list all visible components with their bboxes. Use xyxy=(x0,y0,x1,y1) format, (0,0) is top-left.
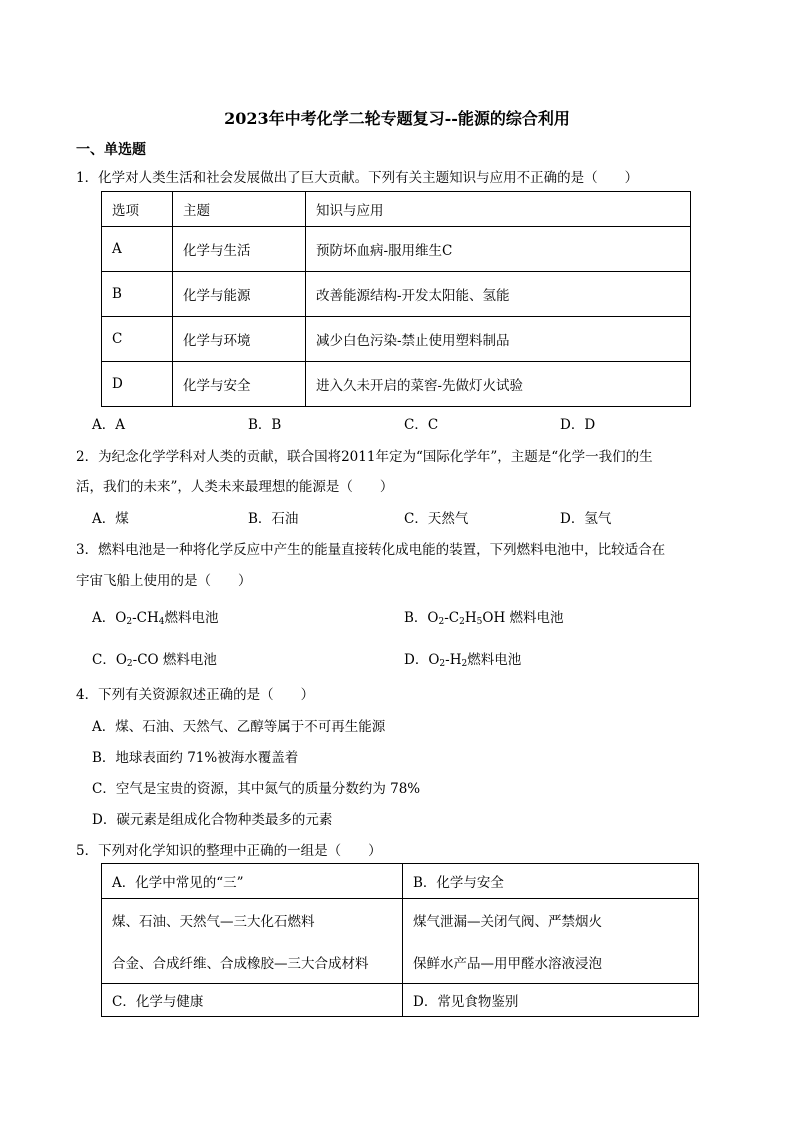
table-row xyxy=(102,317,691,362)
q5-table xyxy=(101,863,699,1017)
table-header: 主题 xyxy=(173,192,306,227)
table-cell: 减少白色污染-禁止使用塑料制品 xyxy=(306,317,691,362)
table-cell xyxy=(102,899,403,984)
table-cell: D xyxy=(102,362,173,407)
q2-option-d: D．氢气 xyxy=(560,511,612,527)
q3-stem-line2: 宇宙飞船上使用的是（ ） xyxy=(76,573,252,589)
q3-option-a: A．$O_2-CH_4$燃料电池 xyxy=(92,610,219,627)
q2-stem-line2: 活，我们的未来”，人类未来最理想的能源是（ ） xyxy=(76,479,394,495)
table-cell: 化学与安全 xyxy=(173,362,306,407)
q3-option-d: D．$O_2-H_2$燃料电池 xyxy=(404,652,522,669)
table-row xyxy=(102,864,699,899)
table-header: 知识与应用 xyxy=(306,192,691,227)
table-header: 选项 xyxy=(102,192,173,227)
table-cell: 进入久未开启的菜窖-先做灯火试验 xyxy=(306,362,691,407)
table-row xyxy=(102,362,691,407)
table-cell: A xyxy=(102,227,173,272)
table-cell: 化学与环境 xyxy=(173,317,306,362)
q1-option-b: B．B xyxy=(248,417,282,433)
table-row xyxy=(102,984,699,1017)
q1-table xyxy=(101,191,691,407)
table-cell xyxy=(403,899,699,984)
q2-option-a: A．煤 xyxy=(92,511,129,527)
table-header-row xyxy=(102,192,691,227)
table-cell: 化学与能源 xyxy=(173,272,306,317)
table-cell: 化学与生活 xyxy=(173,227,306,272)
table-cell: B．化学与安全 xyxy=(403,864,699,899)
cell-line: 保鲜水产品—用甲醛水溶液浸泡 xyxy=(413,956,602,972)
q3-stem-line1: 3．燃料电池是一种将化学反应中产生的能量直接转化成电能的装置，下列燃料电池中，比较适合在 xyxy=(76,542,666,558)
q3-option-c: C．$O_2-CO$ 燃料电池 xyxy=(92,652,217,669)
page-title: 2023年中考化学二轮专题复习--能源的综合利用 xyxy=(224,109,570,128)
table-cell: B xyxy=(102,272,173,317)
q4-option-d: D．碳元素是组成化合物种类最多的元素 xyxy=(92,812,333,828)
q1-option-c: C．C xyxy=(404,417,439,433)
q4-option-b: B．地球表面约 71%被海水覆盖着 xyxy=(92,750,299,766)
q2-stem-line1: 2．为纪念化学学科对人类的贡献，联合国将2011年定为“国际化学年”，主题是“化学一我们的生 xyxy=(76,449,653,465)
q4-option-c: C．空气是宝贵的资源，其中氮气的质量分数约为 78% xyxy=(92,781,421,797)
table-cell: C xyxy=(102,317,173,362)
q2-option-c: C．天然气 xyxy=(404,511,469,527)
table-cell: C．化学与健康 xyxy=(102,984,403,1017)
cell-line: 合金、合成纤维、合成橡胶—三大合成材料 xyxy=(112,956,369,972)
table-row xyxy=(102,272,691,317)
table-cell: A．化学中常见的“三” xyxy=(102,864,403,899)
table-cell: D．常见食物鉴别 xyxy=(403,984,699,1017)
q2-option-b: B．石油 xyxy=(248,511,299,527)
table-row xyxy=(102,899,699,984)
q3-option-b: B．$O_2-C_2H_5OH$ 燃料电池 xyxy=(404,610,564,627)
table-cell: 预防坏血病-服用维生C xyxy=(306,227,691,272)
q5-stem: 5．下列对化学知识的整理中正确的一组是（ ） xyxy=(76,843,382,859)
q4-stem: 4．下列有关资源叙述正确的是（ ） xyxy=(76,687,315,703)
section-heading: 一、单选题 xyxy=(76,142,146,158)
q1-stem: 1．化学对人类生活和社会发展做出了巨大贡献。下列有关主题知识与应用不正确的是（ ） xyxy=(76,170,639,186)
table-row xyxy=(102,227,691,272)
cell-line: 煤、石油、天然气—三大化石燃料 xyxy=(112,914,315,930)
q1-option-a: A．A xyxy=(92,417,125,433)
cell-line: 煤气泄漏—关闭气阀、严禁烟火 xyxy=(413,914,602,930)
q4-option-a: A．煤、石油、天然气、乙醇等属于不可再生能源 xyxy=(92,719,386,735)
table-cell: 改善能源结构-开发太阳能、氢能 xyxy=(306,272,691,317)
q1-option-d: D．D xyxy=(560,417,596,433)
